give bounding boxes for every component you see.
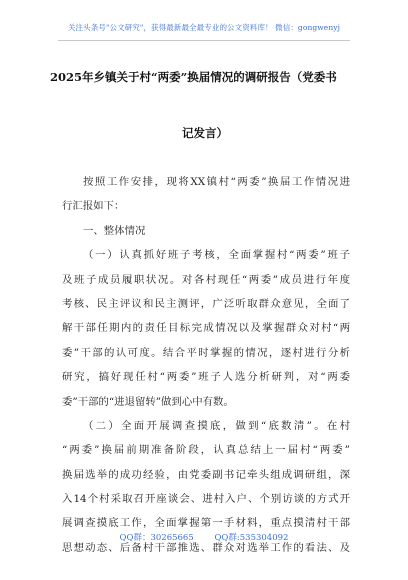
document-title-line-1: 2025年乡镇关于村“两委”换届情况的调研报告（党委书 — [50, 70, 337, 84]
body-line: 研究，搞好现任村“两委”班子人选分析研判，对“两委 — [62, 371, 350, 384]
document-body — [62, 170, 350, 560]
body-line: 及班子成员履职状况。对各村现任“两委”成员进行年度 — [62, 273, 350, 286]
promo-banner-text: 关注头条号"公文研究"，获得最新最全最专业的公文资料库！ 微信：gongwenyj — [67, 23, 341, 32]
footer-qq-group-1: QQ群：30265665 — [119, 533, 194, 543]
body-line: “两委”换届前期准备阶段，认真总结上一届村“两委” — [62, 444, 350, 457]
header-divider — [58, 40, 350, 41]
body-line: 入14个村采取召开座谈会、进村入户、个别访谈的方式开 — [62, 493, 350, 506]
body-line: 思想动态、后备村干部推选、群众对选举工作的看法、及 — [62, 541, 350, 554]
body-line: 考核、民主评议和民主测评，广泛听取群众意见，全面了 — [62, 297, 350, 310]
body-line: 委”干部的“进退留转”做到心中有数。 — [62, 395, 234, 408]
body-line: 展调查摸底工作，全面掌握第一手材料，重点摸清村干部 — [62, 517, 350, 530]
body-line: 行汇报如下： — [62, 200, 125, 213]
body-line: 委”干部的认可度。结合平时掌握的情况，逐村进行分析 — [62, 346, 350, 359]
body-line: （二）全面开展调查摸底，做到“底数清”。在村 — [83, 419, 350, 432]
body-line: 按照工作安排，现将XX镇村“两委”换届工作情况进 — [83, 176, 350, 188]
body-line: （一）认真抓好班子考核，全面掌握村“两委”班子 — [83, 249, 350, 262]
footer-qq-group-2: QQ群:535304092 — [214, 533, 289, 543]
document-title-line-2: 记发言） — [182, 126, 228, 140]
footer-contact — [0, 531, 408, 543]
promo-banner — [0, 22, 408, 33]
section-heading: 一、整体情况 — [83, 224, 146, 237]
body-line: 换届选举的成功经验，由党委副书记牵头组成调研组，深 — [62, 468, 350, 481]
body-line: 解干部任期内的责任目标完成情况以及掌握群众对村“两 — [62, 322, 350, 335]
